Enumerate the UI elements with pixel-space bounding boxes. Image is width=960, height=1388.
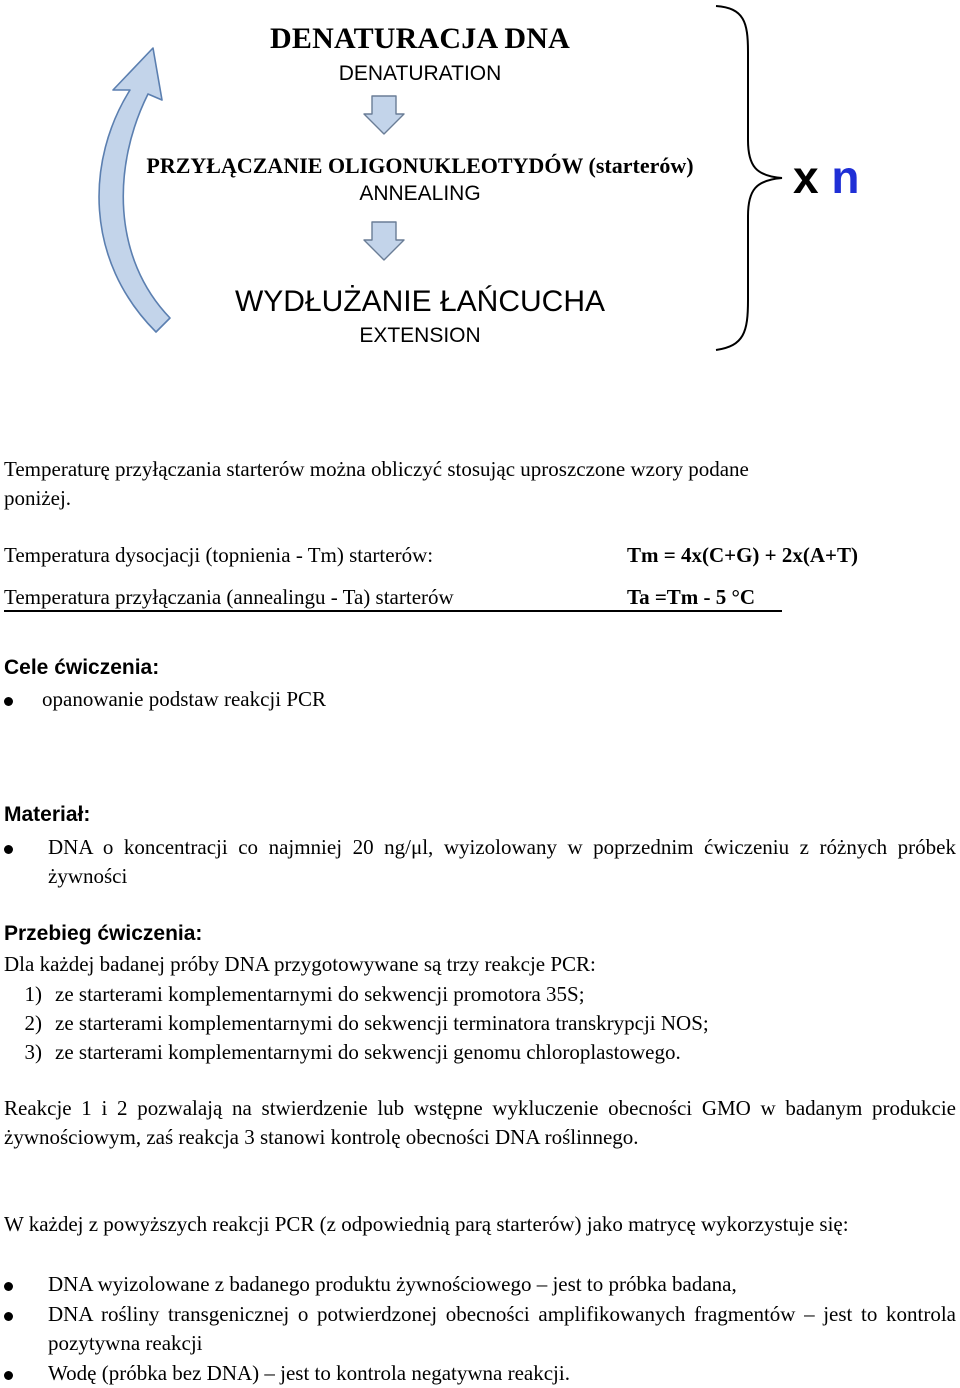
bullet-icon (4, 1371, 13, 1380)
bullet-icon (4, 697, 13, 706)
list-item (4, 980, 585, 1009)
step-denaturation-title: DENATURACJA DNA (270, 22, 570, 55)
down-arrow-icon (364, 96, 404, 134)
step-annealing-title: PRZYŁĄCZANIE OLIGONUKLEOTYDÓW (starterów) (146, 153, 694, 178)
step-extension-title: WYDŁUŻANIE ŁAŃCUCHA (234, 285, 606, 318)
template-item-text: DNA wyizolowane z badanego produktu żywnościowego – jest to próbka badana, (48, 1272, 737, 1296)
goal-text: opanowanie podstaw reakcji PCR (42, 687, 327, 711)
item-number: 3) (24, 1040, 42, 1064)
intro-line-2: poniżej. (4, 486, 72, 510)
list-item (4, 1038, 681, 1067)
gmo-paragraph: Reakcje 1 i 2 pozwalają na stwierdzenie lub wstępne wykluczenie obecności GMO w badanym produkcie żywnościowym, zaś reakcja 3 stanowi kontrolę obecności DNA roślinnego. (4, 1096, 956, 1149)
material-heading: Materiał: (4, 803, 91, 826)
repeat-count-label (793, 150, 859, 204)
item-text: ze starterami komplementarnymi do sekwencji terminatora transkrypcji NOS; (55, 1011, 709, 1035)
step-extension-subtitle: EXTENSION (359, 324, 481, 347)
item-text: ze starterami komplementarnymi do sekwencji promotora 35S; (55, 982, 585, 1006)
tm-label: Temperatura dysocjacji (topnienia - Tm) starterów: (4, 543, 434, 567)
template-paragraph: W każdej z powyższych reakcji PCR (z odpowiednią parą starterów) jako matrycę wykorzystuje się: (4, 1212, 849, 1236)
material-text: DNA o koncentracji co najmniej 20 ng/μl, wyizolowany w poprzednim ćwiczeniu z różnych próbek żywności (48, 835, 956, 888)
template-item-text: DNA rośliny transgenicznej o potwierdzonej obecności amplifikowanych fragmentów – jest to kontrola pozytywna reakcji (48, 1302, 956, 1355)
tm-formula: Tm = 4x(C+G) + 2x(A+T) (627, 543, 859, 567)
item-number: 1) (24, 982, 42, 1006)
bullet-icon (4, 1312, 13, 1321)
procedure-intro: Dla każdej badanej próby DNA przygotowywane są trzy reakcje PCR: (4, 952, 596, 976)
intro-paragraph (4, 455, 956, 513)
procedure-heading: Przebieg ćwiczenia: (4, 922, 203, 945)
repeat-n: n (831, 151, 860, 203)
bullet-icon (4, 1282, 13, 1291)
goals-heading: Cele ćwiczenia: (4, 656, 160, 679)
step-annealing-subtitle: ANNEALING (359, 182, 481, 205)
step-denaturation-subtitle: DENATURATION (338, 62, 502, 85)
list-item (4, 1009, 709, 1038)
repeat-x: x (793, 151, 819, 203)
bullet-icon (4, 845, 13, 854)
template-item-text: Wodę (próbka bez DNA) – jest to kontrola negatywna reakcji. (48, 1361, 570, 1385)
ta-formula: Ta =Tm - 5 °C (627, 585, 756, 609)
down-arrow-icon (364, 222, 404, 260)
ta-label: Temperatura przyłączania (annealingu - Ta) starterów (4, 585, 454, 609)
formula-underline (4, 610, 782, 612)
intro-line-1: Temperaturę przyłączania starterów można obliczyć stosując uproszczone wzory podane (4, 457, 749, 481)
item-number: 2) (24, 1011, 42, 1035)
item-text: ze starterami komplementarnymi do sekwencji genomu chloroplastowego. (55, 1040, 681, 1064)
